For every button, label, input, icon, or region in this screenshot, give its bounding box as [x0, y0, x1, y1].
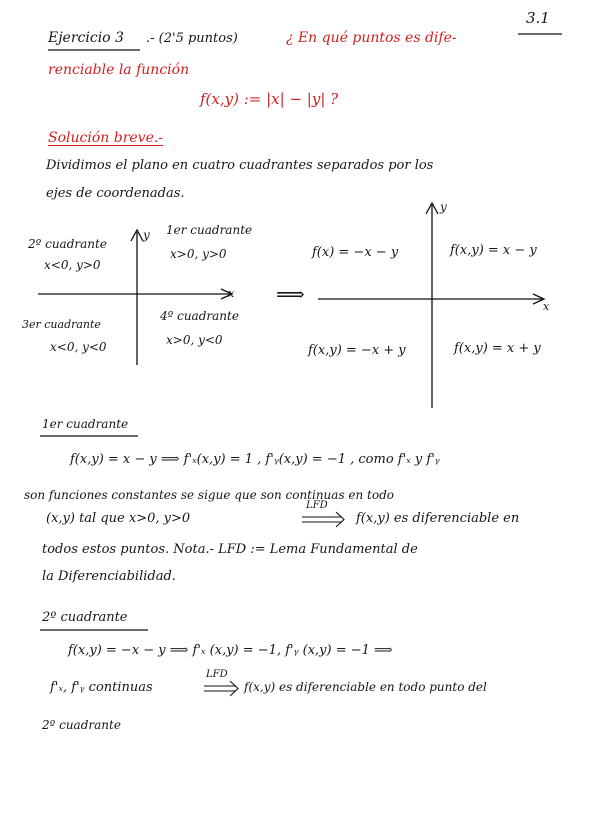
right-q3-function: f(x,y) = −x + y [308, 343, 406, 358]
q2-line-3: 2º cuadrante [42, 718, 121, 732]
solution-intro-line-2: ejes de coordenadas. [46, 186, 185, 201]
q2-line-2-right: f(x,y) es diferenciable en todo punto del [244, 680, 487, 694]
left-q1-title: 1er cuadrante [166, 223, 253, 237]
exercise-points: .- (2'5 puntos) [146, 31, 238, 46]
left-q2-title: 2º cuadrante [28, 237, 107, 251]
question-line-2: renciable la función [48, 62, 190, 78]
left-q4-title: 4º cuadrante [160, 309, 239, 323]
right-axis-x-label: x [543, 300, 550, 313]
q1-line-4: todos estos puntos. Nota.- LFD := Lema Fundamental de [42, 542, 418, 557]
q1-line-2: son funciones constantes se sigue que son continuas en todo [24, 488, 395, 502]
right-axis-y-label: y [440, 200, 447, 214]
left-q2-condition: x<0, y>0 [44, 258, 101, 272]
solution-title: Solución breve.- [48, 130, 164, 146]
right-q2-function: f(x) = −x − y [312, 245, 399, 260]
q1-line-3-left: (x,y) tal que x>0, y>0 [46, 511, 191, 526]
left-q3-condition: x<0, y<0 [50, 340, 107, 354]
page-number: 3.1 [526, 9, 550, 27]
lfd-arrow-1-head [336, 512, 344, 527]
function-definition: f(x,y) := |x| − |y| ? [200, 90, 339, 108]
right-q4-function: f(x,y) = x + y [454, 341, 541, 356]
left-axis-y-label: y [143, 228, 150, 242]
q2-line-1: f(x,y) = −x − y ⟹ f'ₓ (x,y) = −1, f'ᵧ (x,y) = −1 ⟹ [68, 643, 393, 658]
left-q4-condition: x>0, y<0 [166, 333, 223, 347]
exercise-label: Ejercicio 3 [48, 30, 124, 46]
q1-lfd-label: LFD [306, 500, 328, 511]
implies-arrow: ⟹ [276, 282, 305, 306]
q2-line-2-left: f'ₓ, f'ᵧ continuas [50, 680, 153, 695]
q1-line-3-right: f(x,y) es diferenciable en [356, 511, 520, 526]
q2-section-heading: 2º cuadrante [42, 610, 128, 625]
right-q1-function: f(x,y) = x − y [450, 243, 537, 258]
q1-line-5: la Diferenciabilidad. [42, 569, 176, 584]
left-axis-x-label: x [228, 287, 235, 300]
question-line-1: ¿ En qué puntos es dife- [286, 30, 457, 46]
left-q1-condition: x>0, y>0 [170, 247, 227, 261]
solution-intro-line-1: Dividimos el plano en cuatro cuadrantes separados por los [46, 158, 434, 173]
q2-lfd-label: LFD [206, 669, 228, 680]
left-q3-title: 3er cuadrante [22, 318, 101, 331]
q1-section-heading: 1er cuadrante [42, 417, 129, 431]
lfd-arrow-2-head [230, 681, 238, 696]
q1-line-1: f(x,y) = x − y ⟹ f'ₓ(x,y) = 1 , f'ᵧ(x,y) = −1 , como f'ₓ y f'ᵧ [70, 452, 440, 467]
